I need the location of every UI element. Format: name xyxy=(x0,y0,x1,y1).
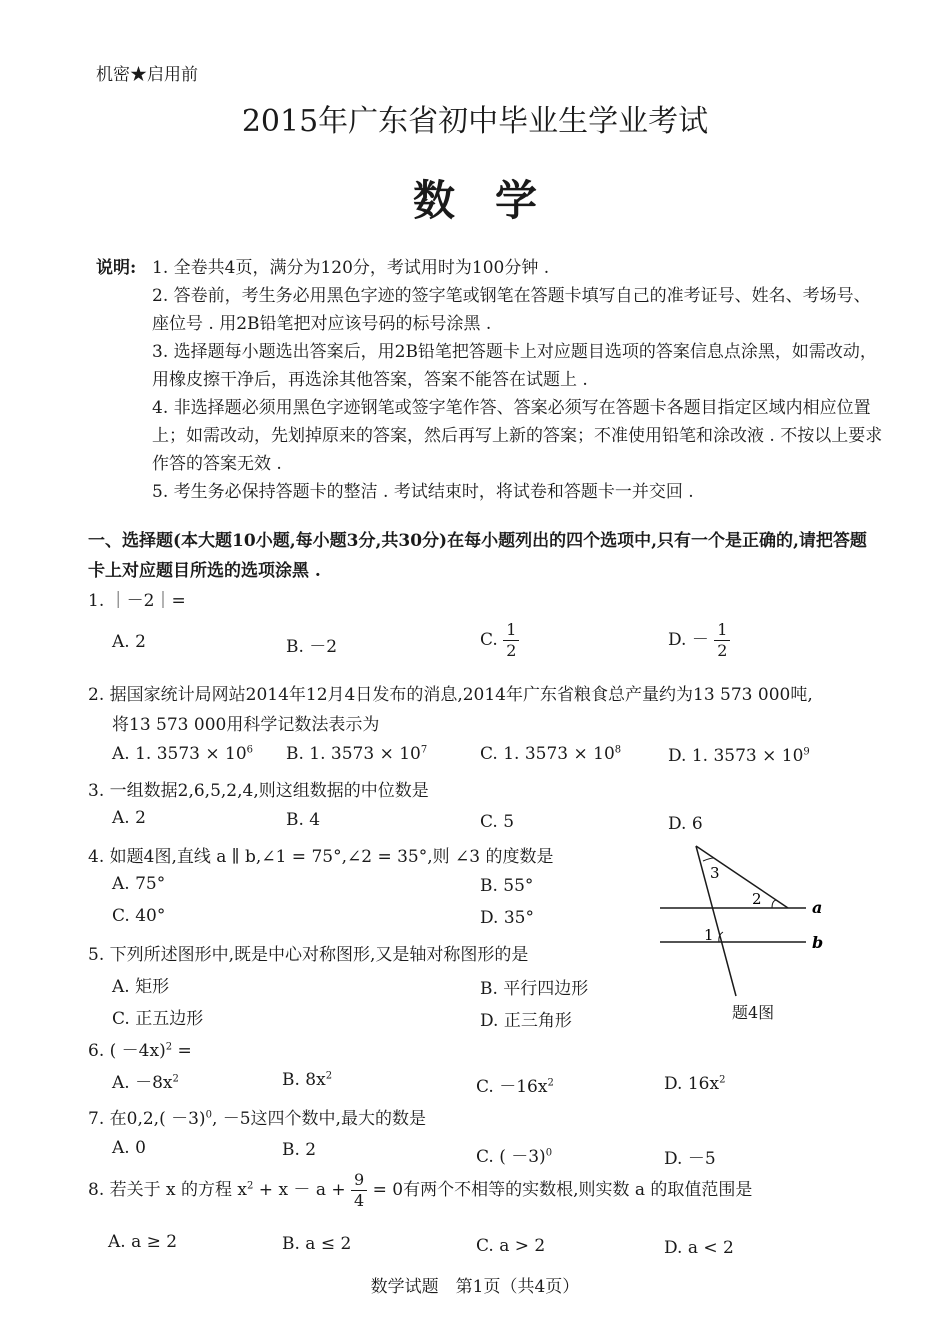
angle-2-label: 2 xyxy=(752,890,762,908)
question-6-stem xyxy=(88,1036,192,1061)
q2-d-exponent: 9 xyxy=(803,746,810,758)
angle-3-arc xyxy=(703,858,714,861)
q6-c-exponent: 2 xyxy=(547,1077,554,1089)
q8-option-a: A. a ≥ 2 xyxy=(108,1232,178,1252)
q1-option-d-fraction xyxy=(714,622,730,659)
q2-option-d xyxy=(668,746,810,766)
confidential-label: 机密★启用前 xyxy=(96,65,198,85)
q1-option-c-fraction xyxy=(503,622,519,659)
q7-option-d: D. －5 xyxy=(664,1149,716,1169)
q2-d-text: D. 1. 3573 × 10 xyxy=(668,746,804,766)
q3-option-b: B. 4 xyxy=(286,810,321,830)
q5-option-d: D. 正三角形 xyxy=(480,1011,572,1031)
section-heading: 一、选择题(本大题10小题,每小题3分,共30分)在每小题列出的四个选项中,只有一个是正确的,请把答题卡上对应题目所选的选项涂黑 . xyxy=(88,531,867,581)
question-5-stem: 5. 下列所述图形中,既是中心对称图形,又是轴对称图形的是 xyxy=(88,945,529,965)
question-2-stem-line1: 2. 据国家统计局网站2014年12月4日发布的消息,2014年广东省粮食总产量约为13 573 000吨, xyxy=(88,685,813,705)
q8-stem-pre: 8. 若关于 x 的方程 x xyxy=(88,1180,248,1200)
q1-option-c xyxy=(480,622,519,659)
q8-numerator: 9 xyxy=(351,1172,367,1191)
q2-option-c xyxy=(480,744,621,764)
question-7-stem xyxy=(88,1104,426,1129)
question-3-stem: 3. 一组数据2,6,5,2,4,则这组数据的中位数是 xyxy=(88,781,429,801)
q2-option-b xyxy=(286,744,427,764)
q6-option-a xyxy=(112,1068,179,1093)
q8-stem-exponent: 2 xyxy=(247,1180,254,1192)
q3-option-c: C. 5 xyxy=(480,812,515,832)
q1-d-numerator: 1 xyxy=(714,622,730,641)
q7-stem-end: , －5这四个数中,最大的数是 xyxy=(211,1109,426,1129)
q1-option-a: A. 2 xyxy=(112,632,146,652)
q4-option-a: A. 75° xyxy=(112,874,166,894)
q8-denominator: 4 xyxy=(354,1191,365,1210)
line-a-label: a xyxy=(812,898,823,917)
instruction-3: 3. 选择题每小题选出答案后，用2B铅笔把答题卡上对应题目选项的答案信息点涂黑，如需改动，用橡皮擦干净后，再选涂其他答案，答案不能答在试题上 . xyxy=(152,342,877,390)
q6-b-text: B. 8x xyxy=(282,1070,326,1090)
q6-a-exponent: 2 xyxy=(172,1073,179,1085)
page-footer: 数学试题 第1页（共4页） xyxy=(370,1277,580,1297)
q7-stem-text: 7. 在0,2,( －3) xyxy=(88,1109,206,1129)
q7-c-text: C. ( －3) xyxy=(476,1147,546,1167)
q5-option-a: A. 矩形 xyxy=(112,977,170,997)
angle-2-arc xyxy=(772,900,776,908)
line-b-label: b xyxy=(812,933,824,952)
instruction-4: 4. 非选择题必须用黑色字迹钢笔或签字笔作答、答案必须写在答题卡各题目指定区域内相应位置上；如需改动，先划掉原来的答案，然后再写上新的答案；不准使用铅笔和涂改液 . 不按以上要求作答的答案无效 . xyxy=(152,398,883,474)
q6-option-c xyxy=(476,1072,554,1097)
q8-stem-post: = 0有两个不相等的实数根,则实数 a 的取值范围是 xyxy=(372,1180,753,1200)
q8-option-d: D. a < 2 xyxy=(664,1238,734,1258)
q6-a-text: A. －8x xyxy=(112,1073,173,1093)
q1-option-d-prefix: D. － xyxy=(668,630,709,650)
q2-a-exponent: 6 xyxy=(246,744,254,756)
q1-option-d xyxy=(668,622,730,659)
exam-title: 2015年广东省初中毕业生学业考试 xyxy=(241,104,709,139)
q4-option-d: D. 35° xyxy=(480,908,534,928)
q2-c-text: C. 1. 3573 × 10 xyxy=(480,744,615,764)
instructions-label: 说明: xyxy=(96,258,137,278)
question-2-stem-line2: 将13 573 000用科学记数法表示为 xyxy=(112,715,380,735)
q6-option-d xyxy=(664,1074,725,1094)
q2-b-exponent: 7 xyxy=(420,744,428,756)
figure-4-caption: 题4图 xyxy=(732,1003,775,1022)
instruction-1: 1. 全卷共4页，满分为120分，考试用时为100分钟 . xyxy=(152,258,550,278)
q3-option-d: D. 6 xyxy=(668,814,703,834)
angle-1-label: 1 xyxy=(704,926,714,944)
q4-option-c: C. 40° xyxy=(112,906,166,926)
q1-option-b: B. －2 xyxy=(286,637,338,657)
q7-option-b: B. 2 xyxy=(282,1140,317,1160)
q6-b-exponent: 2 xyxy=(325,1070,333,1082)
figure-4-diagram xyxy=(656,838,836,998)
q2-a-text: A. 1. 3573 × 10 xyxy=(112,744,247,764)
q7-option-a: A. 0 xyxy=(112,1138,146,1158)
q6-stem-exponent: 2 xyxy=(165,1041,173,1053)
q5-option-b: B. 平行四边形 xyxy=(480,979,589,999)
q7-option-c xyxy=(476,1142,552,1167)
q1-option-c-prefix: C. xyxy=(480,630,498,650)
question-8-stem xyxy=(88,1172,752,1209)
q6-stem-text: 6. ( －4x) xyxy=(88,1041,166,1061)
q2-option-a xyxy=(112,744,253,764)
q7-stem-exponent: 0 xyxy=(205,1109,212,1121)
q2-b-text: B. 1. 3573 × 10 xyxy=(286,744,421,764)
question-1-stem: 1. ｜－2｜= xyxy=(88,591,186,611)
q6-option-b xyxy=(282,1070,332,1090)
q1-c-denominator: 2 xyxy=(506,641,517,660)
q8-fraction xyxy=(351,1172,367,1209)
q1-d-denominator: 2 xyxy=(717,641,728,660)
subject-title: 数学 xyxy=(412,176,577,225)
q5-option-c: C. 正五边形 xyxy=(112,1009,204,1029)
q7-c-exponent: 0 xyxy=(545,1147,553,1159)
q6-c-text: C. －16x xyxy=(476,1077,548,1097)
q8-stem-mid: + x － a + xyxy=(253,1180,346,1200)
instruction-5: 5. 考生务必保持答题卡的整洁 . 考试结束时，将试卷和答题卡一并交回 . xyxy=(152,482,694,502)
q6-stem-end: = xyxy=(172,1041,192,1061)
q8-option-c: C. a > 2 xyxy=(476,1236,546,1256)
q3-option-a: A. 2 xyxy=(112,808,146,828)
q1-c-numerator: 1 xyxy=(503,622,519,641)
q6-d-exponent: 2 xyxy=(719,1074,726,1086)
q6-d-text: D. 16x xyxy=(664,1074,720,1094)
instruction-2: 2. 答卷前，考生务必用黑色字迹的签字笔或钢笔在答题卡填写自己的准考证号、姓名、考场号、座位号 . 用2B铅笔把对应该号码的标号涂黑 . xyxy=(152,286,871,334)
angle-3-label: 3 xyxy=(710,864,720,882)
question-4-stem: 4. 如题4图,直线 a ∥ b,∠1 = 75°,∠2 = 35°,则 ∠3 的度数是 xyxy=(88,847,554,867)
q8-option-b: B. a ≤ 2 xyxy=(282,1234,352,1254)
q4-option-b: B. 55° xyxy=(480,876,534,896)
instructions xyxy=(96,254,886,506)
q2-c-exponent: 8 xyxy=(614,744,622,756)
